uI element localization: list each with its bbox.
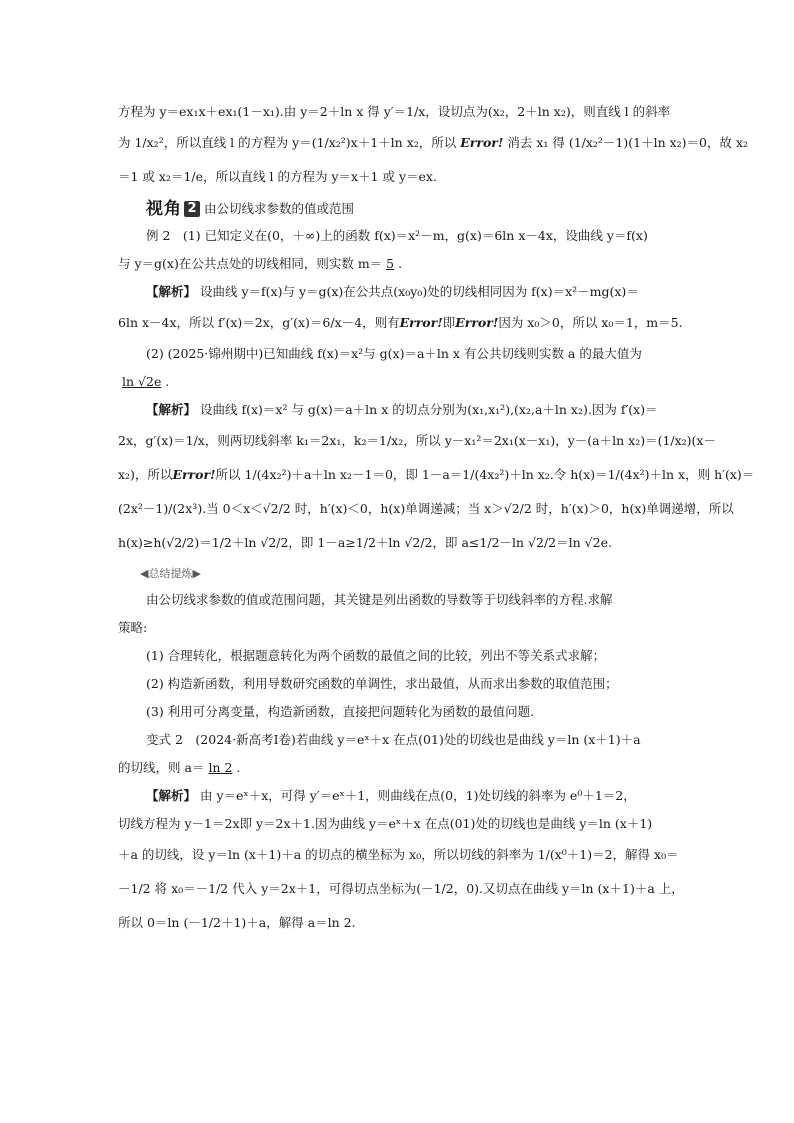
answer-blank: 5 <box>386 256 395 271</box>
text-line <box>118 726 678 754</box>
text-segment: 例 2 (1) 已知定义在(0，＋∞)上的函数 f(x)＝x²－m，g(x)＝6ln x－4x，设曲线 y＝f(x) <box>146 228 648 243</box>
strategy-item <box>118 670 678 698</box>
analysis-label: 【解析】 <box>146 284 197 299</box>
text-line <box>118 810 678 838</box>
text-line <box>118 838 678 872</box>
strategy-item <box>118 698 678 726</box>
text-segment: 所以 1/(4x₂²)＋a＋ln x₂－1＝0，即 1－a＝1/(4x₂²)＋ln x₂.令 h(x)＝1/(4x²)＋ln x，则 h′(x)＝ <box>215 467 755 482</box>
text-segment: 切线方程为 y－1＝2x即 y＝2x＋1.因为曲线 y＝eˣ＋x 在点(01)处的切线也是曲线 y＝ln (x＋1) <box>118 816 653 831</box>
text-segment: 的切线，则 a＝ <box>118 760 205 775</box>
text-segment: . <box>165 374 170 389</box>
text-segment: ＋a 的切线，设 y＝ln (x＋1)＋a 的切点的横坐标为 x₀，所以切线的斜率为 1/(x⁰＋1)＝2，解得 x₀＝ <box>118 847 679 862</box>
error-marker: Error! <box>399 315 443 330</box>
text-segment: 因为 x₀＞0，所以 x₀＝1，m＝5. <box>498 315 683 330</box>
text-segment: (3) 利用可分离变量，构造新函数，直接把问题转化为函数的最值问题. <box>146 704 535 719</box>
text-segment: 设曲线 f(x)＝x² 与 g(x)＝a＋ln x 的切点分别为(x₁,x₁²),(x₂,a＋ln x₂).因为 f′(x)＝ <box>200 402 658 417</box>
text-segment: 所以 0＝ln (－1/2＋1)＋a，解得 a＝ln 2. <box>118 915 356 930</box>
text-segment: 为 1/x₂²，所以直线 l 的方程为 y＝(1/x₂²)x＋1＋ln x₂，所以 <box>118 135 457 150</box>
strategy-item <box>118 642 678 670</box>
text-line <box>118 222 678 250</box>
text-line <box>118 492 734 526</box>
text-line <box>118 754 678 782</box>
text-segment: 由 y＝eˣ＋x，可得 y′＝eˣ＋1，则曲线在点(0，1)处切线的斜率为 e⁰＋1＝2， <box>200 788 636 803</box>
section-mark: 视角 <box>146 199 182 219</box>
answer-blank: ln √2e <box>122 374 162 389</box>
text-segment: 由公切线求参数的值或范围问题，其关键是列出函数的导数等于切线斜率的方程.求解 <box>146 592 613 607</box>
analysis-label: 【解析】 <box>146 788 197 803</box>
text-line <box>118 526 678 560</box>
text-segment: 2x，g′(x)＝1/x，则两切线斜率 k₁＝2x₁，k₂＝1/x₂，所以 y－x₁²＝2x₁(x－x₁)，y－(a＋ln x₂)＝(1/x₂)(x－ <box>118 433 716 448</box>
text-line <box>118 586 678 614</box>
text-line <box>118 250 678 278</box>
text-segment: 与 y＝g(x)在公共点处的切线相同，则实数 m＝ <box>118 256 383 271</box>
text-segment: 即 <box>442 315 456 330</box>
text-segment: (2) 构造新函数，利用导数研究函数的单调性，求出最值，从而求出参数的取值范围； <box>146 676 618 691</box>
document-page <box>118 98 755 940</box>
text-line <box>118 458 755 492</box>
text-segment: . <box>236 760 241 775</box>
text-line <box>118 160 678 194</box>
text-line <box>118 872 684 906</box>
text-line <box>118 306 683 340</box>
text-line <box>118 614 678 642</box>
text-segment: 策略: <box>118 620 148 635</box>
error-marker: Error! <box>460 135 504 150</box>
text-segment: 6ln x－4x，所以 f′(x)＝2x，g′(x)＝6/x－4，则有 <box>118 315 400 330</box>
analysis-label: 【解析】 <box>146 402 197 417</box>
text-segment: (2) (2025·锦州期中)已知曲线 f(x)＝x²与 g(x)＝a＋ln x 有公共切线则实数 a 的最大值为 <box>146 346 642 361</box>
text-segment: x₂)，所以 <box>118 467 173 482</box>
text-segment: . <box>398 256 403 271</box>
text-line <box>118 424 716 458</box>
text-segment: (1) 合理转化，根据题意转化为两个函数的最值之间的比较，列出不等关系式求解； <box>146 648 606 663</box>
text-line <box>118 126 749 160</box>
error-marker: Error! <box>172 467 216 482</box>
section-badge: 2 <box>184 201 200 217</box>
text-line <box>118 278 678 306</box>
text-segment: 设曲线 y＝f(x)与 y＝g(x)在公共点(x₀y₀)处的切线相同因为 f(x)＝x²－mg(x)＝ <box>200 284 639 299</box>
text-line <box>118 98 678 126</box>
text-segment: 方程为 y＝ex₁x＋ex₁(1－x₁).由 y＝2＋ln x 得 y′＝1/x，设切点为(x₂，2＋ln x₂)，则直线 l 的斜率 <box>118 104 671 119</box>
section-heading <box>118 196 678 222</box>
section-title: 由公切线求参数的值或范围 <box>204 201 355 216</box>
text-segment: －1/2 将 x₀＝－1/2 代入 y＝2x＋1，可得切点坐标为(－1/2，0).又切点在曲线 y＝ln (x＋1)＋a 上， <box>118 881 684 896</box>
summary-heading: ◀总结提炼▶ <box>140 567 201 580</box>
text-segment: 变式 2 (2024·新高考Ⅰ卷)若曲线 y＝eˣ＋x 在点(01)处的切线也是曲线 y＝ln (x＋1)＋a <box>146 732 641 747</box>
answer-blank: ln 2 <box>208 760 233 775</box>
text-line <box>118 396 678 424</box>
text-line <box>118 906 678 940</box>
text-line <box>118 340 678 368</box>
text-segment: (2x²－1)/(2x³).当 0＜x＜√2/2 时，h′(x)＜0，h(x)单调递减；当 x＞√2/2 时，h′(x)＞0，h(x)单调递增，所以 <box>118 501 734 516</box>
error-marker: Error! <box>455 315 499 330</box>
text-line <box>118 782 678 810</box>
text-segment: ＝1 或 x₂＝1/e，所以直线 l 的方程为 y＝x＋1 或 y＝ex. <box>118 169 437 184</box>
text-segment: 消去 x₁ 得 (1/x₂²－1)(1＋ln x₂)＝0，故 x₂ <box>507 135 749 150</box>
text-line <box>118 368 678 396</box>
text-segment: h(x)≥h(√2/2)＝1/2＋ln √2/2，即 1－a≥1/2＋ln √2/2，即 a≤1/2－ln √2/2＝ln √2e. <box>118 535 612 550</box>
